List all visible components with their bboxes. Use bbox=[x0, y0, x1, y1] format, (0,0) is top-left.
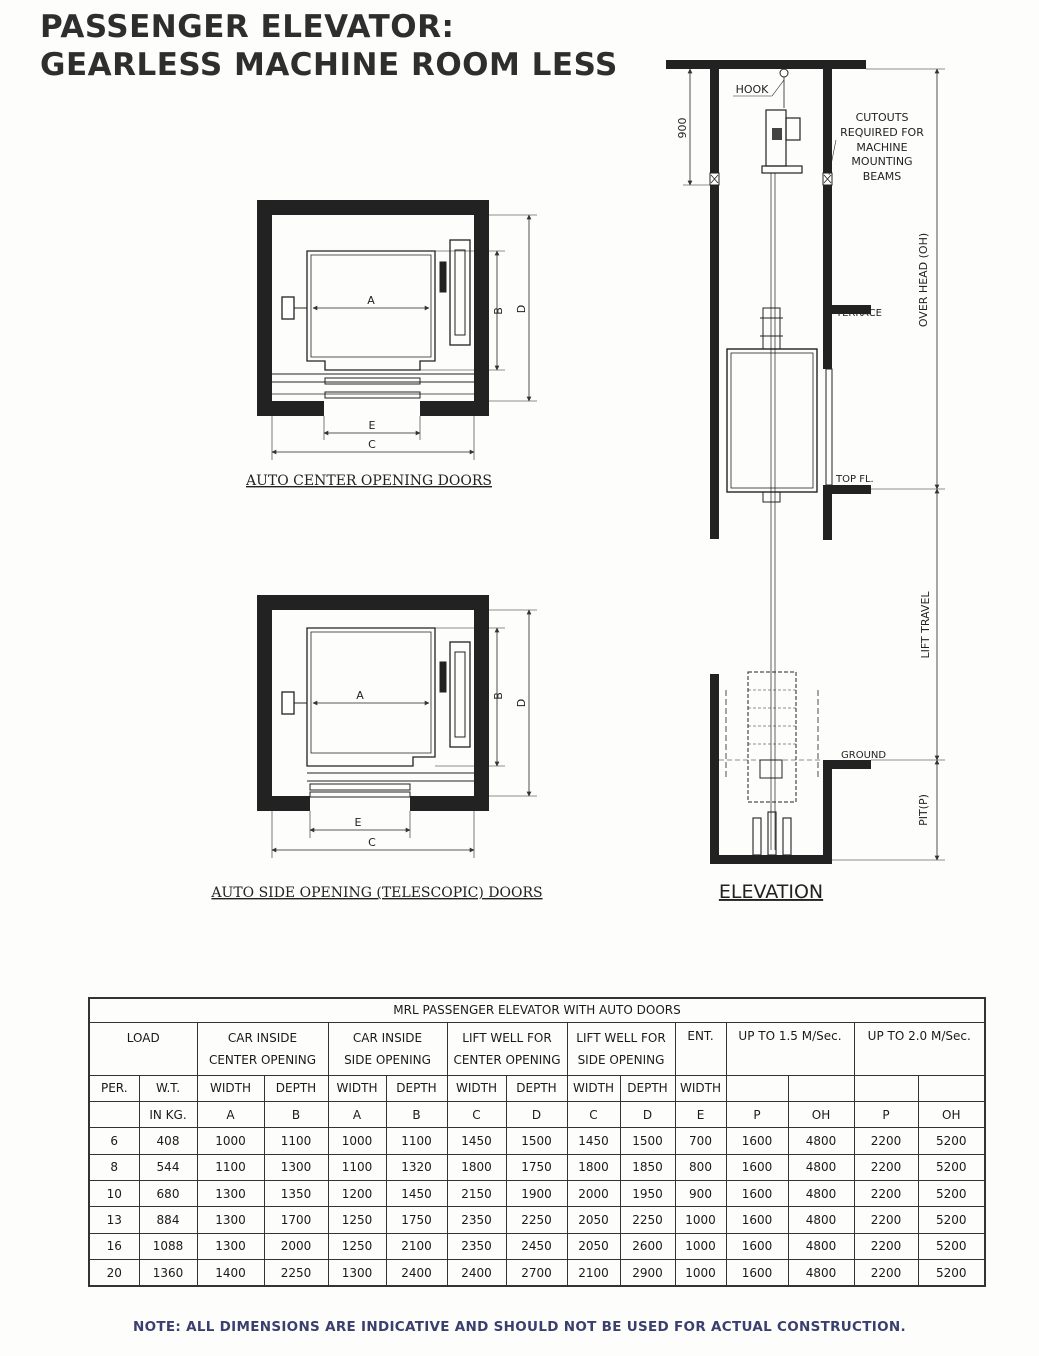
table-unit-header-row bbox=[89, 1101, 985, 1127]
table-row bbox=[89, 1154, 985, 1180]
header-ent: ENT. bbox=[675, 1022, 726, 1075]
table-cell: 2400 bbox=[447, 1260, 506, 1286]
table-cell: 1000 bbox=[328, 1128, 386, 1154]
cutouts-line-3: MACHINE bbox=[856, 141, 908, 154]
top-floor-label: TOP FL. bbox=[836, 474, 874, 485]
table-cell: 5200 bbox=[918, 1233, 985, 1259]
title-line-1: PASSENGER ELEVATOR: bbox=[40, 9, 455, 45]
table-cell: 1600 bbox=[726, 1260, 788, 1286]
pit-label: PIT(P) bbox=[917, 794, 930, 826]
unit-header-cell: B bbox=[386, 1101, 447, 1127]
plan-center-label-e: E bbox=[368, 419, 376, 432]
table-cell: 2350 bbox=[447, 1233, 506, 1259]
table-cell: 2050 bbox=[567, 1233, 620, 1259]
table-cell: 1100 bbox=[386, 1128, 447, 1154]
sub-header-cell bbox=[918, 1075, 985, 1101]
table-cell: 1500 bbox=[506, 1128, 567, 1154]
header-well-center-line-1: LIFT WELL FOR bbox=[462, 1030, 552, 1045]
hoistway-left-wall bbox=[710, 69, 719, 539]
table-cell: 2200 bbox=[854, 1233, 918, 1259]
table-cell: 2700 bbox=[506, 1260, 567, 1286]
table-cell: 1450 bbox=[386, 1181, 447, 1207]
table-cell: 1300 bbox=[197, 1181, 264, 1207]
table-cell: 1700 bbox=[264, 1207, 328, 1233]
unit-header-cell: D bbox=[506, 1101, 567, 1127]
table-cell: 1000 bbox=[675, 1233, 726, 1259]
cutouts-line-5: BEAMS bbox=[862, 170, 902, 183]
elevation-drawing bbox=[666, 60, 945, 864]
table-cell: 2200 bbox=[854, 1260, 918, 1286]
table-cell: 680 bbox=[139, 1181, 197, 1207]
sub-header-cell: DEPTH bbox=[264, 1075, 328, 1101]
counterweight bbox=[450, 642, 470, 747]
table-cell: 1200 bbox=[328, 1181, 386, 1207]
unit-header-cell: A bbox=[328, 1101, 386, 1127]
table-cell: 1320 bbox=[386, 1154, 447, 1180]
table-cell: 2200 bbox=[854, 1154, 918, 1180]
table-cell: 4800 bbox=[788, 1233, 854, 1259]
unit-header-cell: B bbox=[264, 1101, 328, 1127]
table-cell: 1600 bbox=[726, 1181, 788, 1207]
elevation-caption: ELEVATION bbox=[718, 881, 824, 903]
table-cell: 10 bbox=[89, 1181, 139, 1207]
unit-header-cell: OH bbox=[788, 1101, 854, 1127]
table-cell: 20 bbox=[89, 1260, 139, 1286]
table-cell: 5200 bbox=[918, 1128, 985, 1154]
table-cell: 2200 bbox=[854, 1207, 918, 1233]
plan-side-caption: AUTO SIDE OPENING (TELESCOPIC) DOORS bbox=[211, 885, 543, 901]
table-cell: 1100 bbox=[264, 1128, 328, 1154]
table-cell: 1100 bbox=[328, 1154, 386, 1180]
header-car-side bbox=[328, 1022, 447, 1075]
plan-side-label-b: B bbox=[492, 692, 505, 700]
table-cell: 1950 bbox=[620, 1181, 675, 1207]
table-cell: 1600 bbox=[726, 1207, 788, 1233]
unit-header-cell: P bbox=[726, 1101, 788, 1127]
unit-header-cell: IN KG. bbox=[139, 1101, 197, 1127]
table-cell: 1750 bbox=[386, 1207, 447, 1233]
header-car-center-line-2: CENTER OPENING bbox=[208, 1052, 317, 1067]
plan-center-label-d: D bbox=[515, 304, 528, 314]
unit-header-cell: OH bbox=[918, 1101, 985, 1127]
sub-header-cell: WIDTH bbox=[675, 1075, 726, 1101]
table-cell: 1250 bbox=[328, 1207, 386, 1233]
car-outline bbox=[307, 251, 435, 370]
unit-header-cell bbox=[89, 1101, 139, 1127]
top-floor-slab bbox=[823, 485, 871, 494]
table-cell: 700 bbox=[675, 1128, 726, 1154]
disclaimer-note: NOTE: ALL DIMENSIONS ARE INDICATIVE AND SHOULD NOT BE USED FOR ACTUAL CONSTRUCTION. bbox=[133, 1319, 906, 1335]
sub-header-cell: DEPTH bbox=[506, 1075, 567, 1101]
plan-center-label-c: C bbox=[368, 438, 376, 451]
table-cell: 16 bbox=[89, 1233, 139, 1259]
plan-side-label-e: E bbox=[354, 816, 362, 829]
header-well-center bbox=[447, 1022, 567, 1075]
plan-side-label-d: D bbox=[515, 698, 528, 708]
table-cell: 1350 bbox=[264, 1181, 328, 1207]
table-cell: 1800 bbox=[567, 1154, 620, 1180]
plan-side-label-a: A bbox=[356, 689, 364, 702]
table-cell: 1300 bbox=[197, 1233, 264, 1259]
table-cell: 1000 bbox=[197, 1128, 264, 1154]
table-cell: 1850 bbox=[620, 1154, 675, 1180]
table-cell: 5200 bbox=[918, 1260, 985, 1286]
terrace-label: TERRACE bbox=[836, 308, 882, 319]
table-body bbox=[89, 1128, 985, 1286]
table-cell: 1000 bbox=[675, 1207, 726, 1233]
table-row bbox=[89, 1233, 985, 1259]
header-load: LOAD bbox=[89, 1022, 197, 1075]
table-cell: 4800 bbox=[788, 1154, 854, 1180]
table-cell: 900 bbox=[675, 1181, 726, 1207]
table-cell: 4800 bbox=[788, 1207, 854, 1233]
table-cell: 1450 bbox=[447, 1128, 506, 1154]
table-cell: 544 bbox=[139, 1154, 197, 1180]
table-cell: 1000 bbox=[675, 1260, 726, 1286]
counterweight bbox=[450, 240, 470, 345]
plan-side-opening bbox=[257, 595, 537, 858]
table-cell: 1088 bbox=[139, 1233, 197, 1259]
table-cell: 2100 bbox=[567, 1260, 620, 1286]
sub-header-cell: WIDTH bbox=[567, 1075, 620, 1101]
table-cell: 5200 bbox=[918, 1154, 985, 1180]
table-cell: 2200 bbox=[854, 1181, 918, 1207]
table-cell: 1600 bbox=[726, 1128, 788, 1154]
table-cell: 1100 bbox=[197, 1154, 264, 1180]
sub-header-cell: WIDTH bbox=[447, 1075, 506, 1101]
table-group-header-row bbox=[89, 1022, 985, 1075]
table-cell: 2400 bbox=[386, 1260, 447, 1286]
plan-center-opening bbox=[257, 200, 537, 460]
table-cell: 2600 bbox=[620, 1233, 675, 1259]
sub-header-cell bbox=[726, 1075, 788, 1101]
table-cell: 4800 bbox=[788, 1128, 854, 1154]
elevation-900-label: 900 bbox=[676, 117, 689, 139]
hoistway-right-wall bbox=[823, 69, 832, 305]
table-cell: 1900 bbox=[506, 1181, 567, 1207]
table-title: MRL PASSENGER ELEVATOR WITH AUTO DOORS bbox=[89, 998, 985, 1022]
sub-header-cell: DEPTH bbox=[620, 1075, 675, 1101]
table-cell: 1450 bbox=[567, 1128, 620, 1154]
table-cell: 1500 bbox=[620, 1128, 675, 1154]
header-car-center-line-1: CAR INSIDE bbox=[227, 1030, 298, 1045]
table-cell: 1250 bbox=[328, 1233, 386, 1259]
table-cell: 800 bbox=[675, 1154, 726, 1180]
unit-header-cell: D bbox=[620, 1101, 675, 1127]
table-cell: 5200 bbox=[918, 1181, 985, 1207]
sub-header-cell: WIDTH bbox=[197, 1075, 264, 1101]
header-well-side-line-1: LIFT WELL FOR bbox=[576, 1030, 666, 1045]
table-cell: 5200 bbox=[918, 1207, 985, 1233]
plan-side-label-c: C bbox=[368, 836, 376, 849]
sub-header-cell: WIDTH bbox=[328, 1075, 386, 1101]
header-car-side-line-2: SIDE OPENING bbox=[344, 1052, 431, 1067]
table-cell: 2000 bbox=[567, 1181, 620, 1207]
sub-header-cell bbox=[854, 1075, 918, 1101]
plan-center-label-b: B bbox=[492, 307, 505, 315]
table-cell: 2250 bbox=[506, 1207, 567, 1233]
lift-travel-label: LIFT TRAVEL bbox=[919, 591, 932, 659]
cutouts-line-4: MOUNTING bbox=[851, 155, 913, 168]
cutouts-line-2: REQUIRED FOR bbox=[840, 126, 924, 139]
table-cell: 2450 bbox=[506, 1233, 567, 1259]
table-cell: 2100 bbox=[386, 1233, 447, 1259]
table-cell: 2250 bbox=[264, 1260, 328, 1286]
table-cell: 408 bbox=[139, 1128, 197, 1154]
table-cell: 4800 bbox=[788, 1181, 854, 1207]
pit-floor bbox=[710, 855, 832, 864]
unit-header-cell: A bbox=[197, 1101, 264, 1127]
table-cell: 2250 bbox=[620, 1207, 675, 1233]
table-cell: 1300 bbox=[328, 1260, 386, 1286]
counterweight bbox=[748, 672, 796, 802]
header-car-side-line-1: CAR INSIDE bbox=[352, 1030, 423, 1045]
header-well-center-line-2: CENTER OPENING bbox=[453, 1052, 561, 1067]
unit-header-cell: C bbox=[447, 1101, 506, 1127]
table-row bbox=[89, 1181, 985, 1207]
table-cell: 1300 bbox=[264, 1154, 328, 1180]
elevator-car bbox=[727, 349, 817, 492]
plan-center-label-a: A bbox=[367, 294, 375, 307]
table-row bbox=[89, 1207, 985, 1233]
overhead-label: OVER HEAD (OH) bbox=[917, 232, 930, 328]
table-cell: 2350 bbox=[447, 1207, 506, 1233]
table-row bbox=[89, 1128, 985, 1154]
plan-center-caption: AUTO CENTER OPENING DOORS bbox=[246, 473, 492, 489]
table-cell: 2900 bbox=[620, 1260, 675, 1286]
table-cell: 1300 bbox=[197, 1207, 264, 1233]
header-car-center bbox=[197, 1022, 328, 1075]
table-cell: 2050 bbox=[567, 1207, 620, 1233]
sub-header-cell: W.T. bbox=[139, 1075, 197, 1101]
ground-slab bbox=[823, 760, 871, 769]
table-cell: 8 bbox=[89, 1154, 139, 1180]
header-speed-20: UP TO 2.0 M/Sec. bbox=[854, 1022, 985, 1075]
header-well-side-line-2: SIDE OPENING bbox=[577, 1052, 665, 1067]
table-row bbox=[89, 1260, 985, 1286]
header-speed-15: UP TO 1.5 M/Sec. bbox=[726, 1022, 854, 1075]
table-cell: 4800 bbox=[788, 1260, 854, 1286]
table-cell: 884 bbox=[139, 1207, 197, 1233]
sub-header-cell bbox=[788, 1075, 854, 1101]
table-cell: 6 bbox=[89, 1128, 139, 1154]
buffer bbox=[753, 818, 761, 855]
unit-header-cell: E bbox=[675, 1101, 726, 1127]
table-cell: 2150 bbox=[447, 1181, 506, 1207]
table-cell: 2200 bbox=[854, 1128, 918, 1154]
car-outline bbox=[307, 628, 435, 766]
elevation-hook-label: HOOK bbox=[735, 83, 769, 96]
table-cell: 1400 bbox=[197, 1260, 264, 1286]
specification-table bbox=[88, 997, 986, 1287]
table-cell: 1600 bbox=[726, 1233, 788, 1259]
table-cell: 13 bbox=[89, 1207, 139, 1233]
sub-header-cell: PER. bbox=[89, 1075, 139, 1101]
cutouts-line-1: CUTOUTS bbox=[855, 111, 909, 124]
table-cell: 1600 bbox=[726, 1154, 788, 1180]
table-cell: 2000 bbox=[264, 1233, 328, 1259]
table-cell: 1360 bbox=[139, 1260, 197, 1286]
sub-header-cell: DEPTH bbox=[386, 1075, 447, 1101]
table-title-row bbox=[89, 998, 985, 1022]
table-cell: 1750 bbox=[506, 1154, 567, 1180]
ground-label: GROUND bbox=[841, 750, 887, 761]
table-sub-header-row bbox=[89, 1075, 985, 1101]
header-well-side bbox=[567, 1022, 675, 1075]
title-line-2: GEARLESS MACHINE ROOM LESS bbox=[40, 47, 618, 83]
unit-header-cell: C bbox=[567, 1101, 620, 1127]
table-cell: 1800 bbox=[447, 1154, 506, 1180]
unit-header-cell: P bbox=[854, 1101, 918, 1127]
